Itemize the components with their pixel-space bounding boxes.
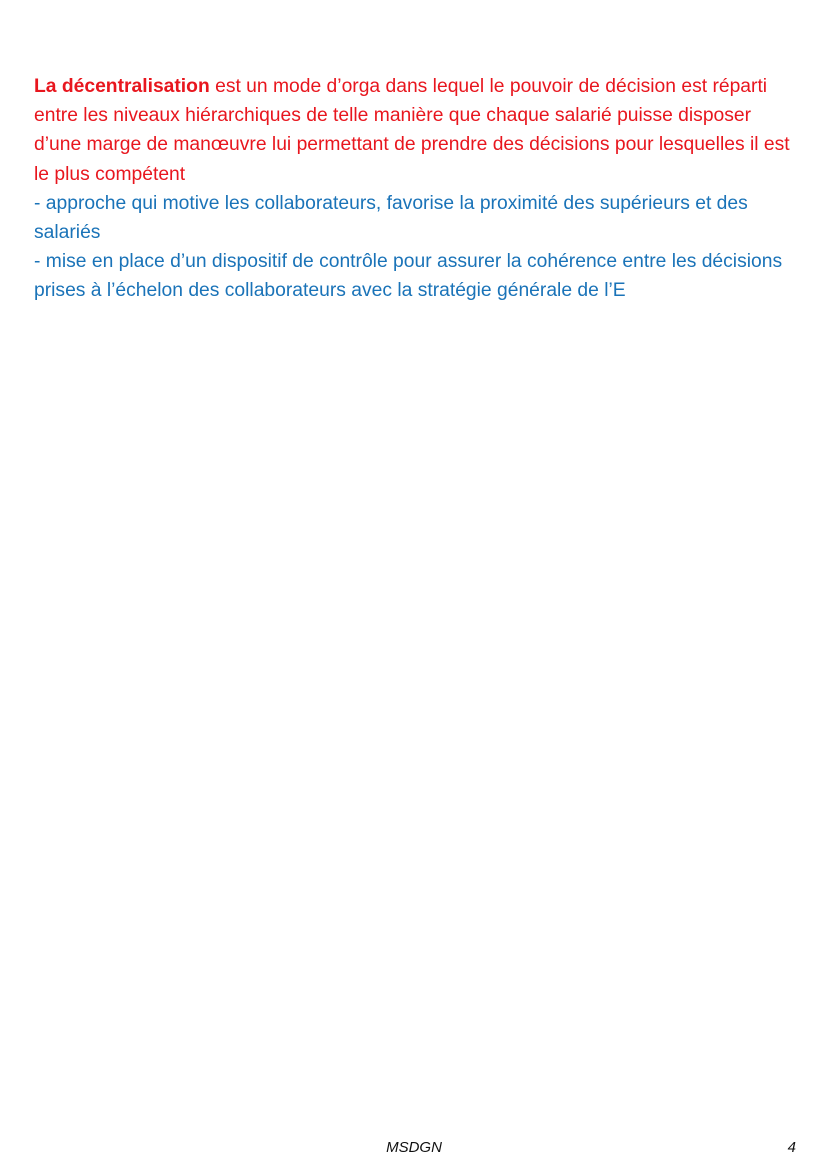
definition-term: La décentralisation — [34, 76, 210, 97]
definition-paragraph — [34, 72, 794, 189]
page-content — [34, 72, 794, 306]
definition-text: est un mode d’orga dans lequel le pouvoir de décision est réparti entre les niveaux hiérarchiques de telle manière que chaque salarié puisse disposer d’une marge de manœuvre lui permettant de prendre des décisions pour lesquelles il est le plus compétent — [34, 76, 790, 185]
page-footer — [0, 1139, 828, 1161]
bullet-point: - mise en place d’un dispositif de contrôle pour assurer la cohérence entre les décisions prises à l’échelon des collaborateurs avec la stratégie générale de l’E — [34, 251, 783, 302]
page-number: 4 — [787, 1139, 796, 1156]
bullet-point: - approche qui motive les collaborateurs, favorise la proximité des supérieurs et des salariés — [34, 192, 748, 244]
footer-label: MSDGN — [386, 1139, 442, 1156]
